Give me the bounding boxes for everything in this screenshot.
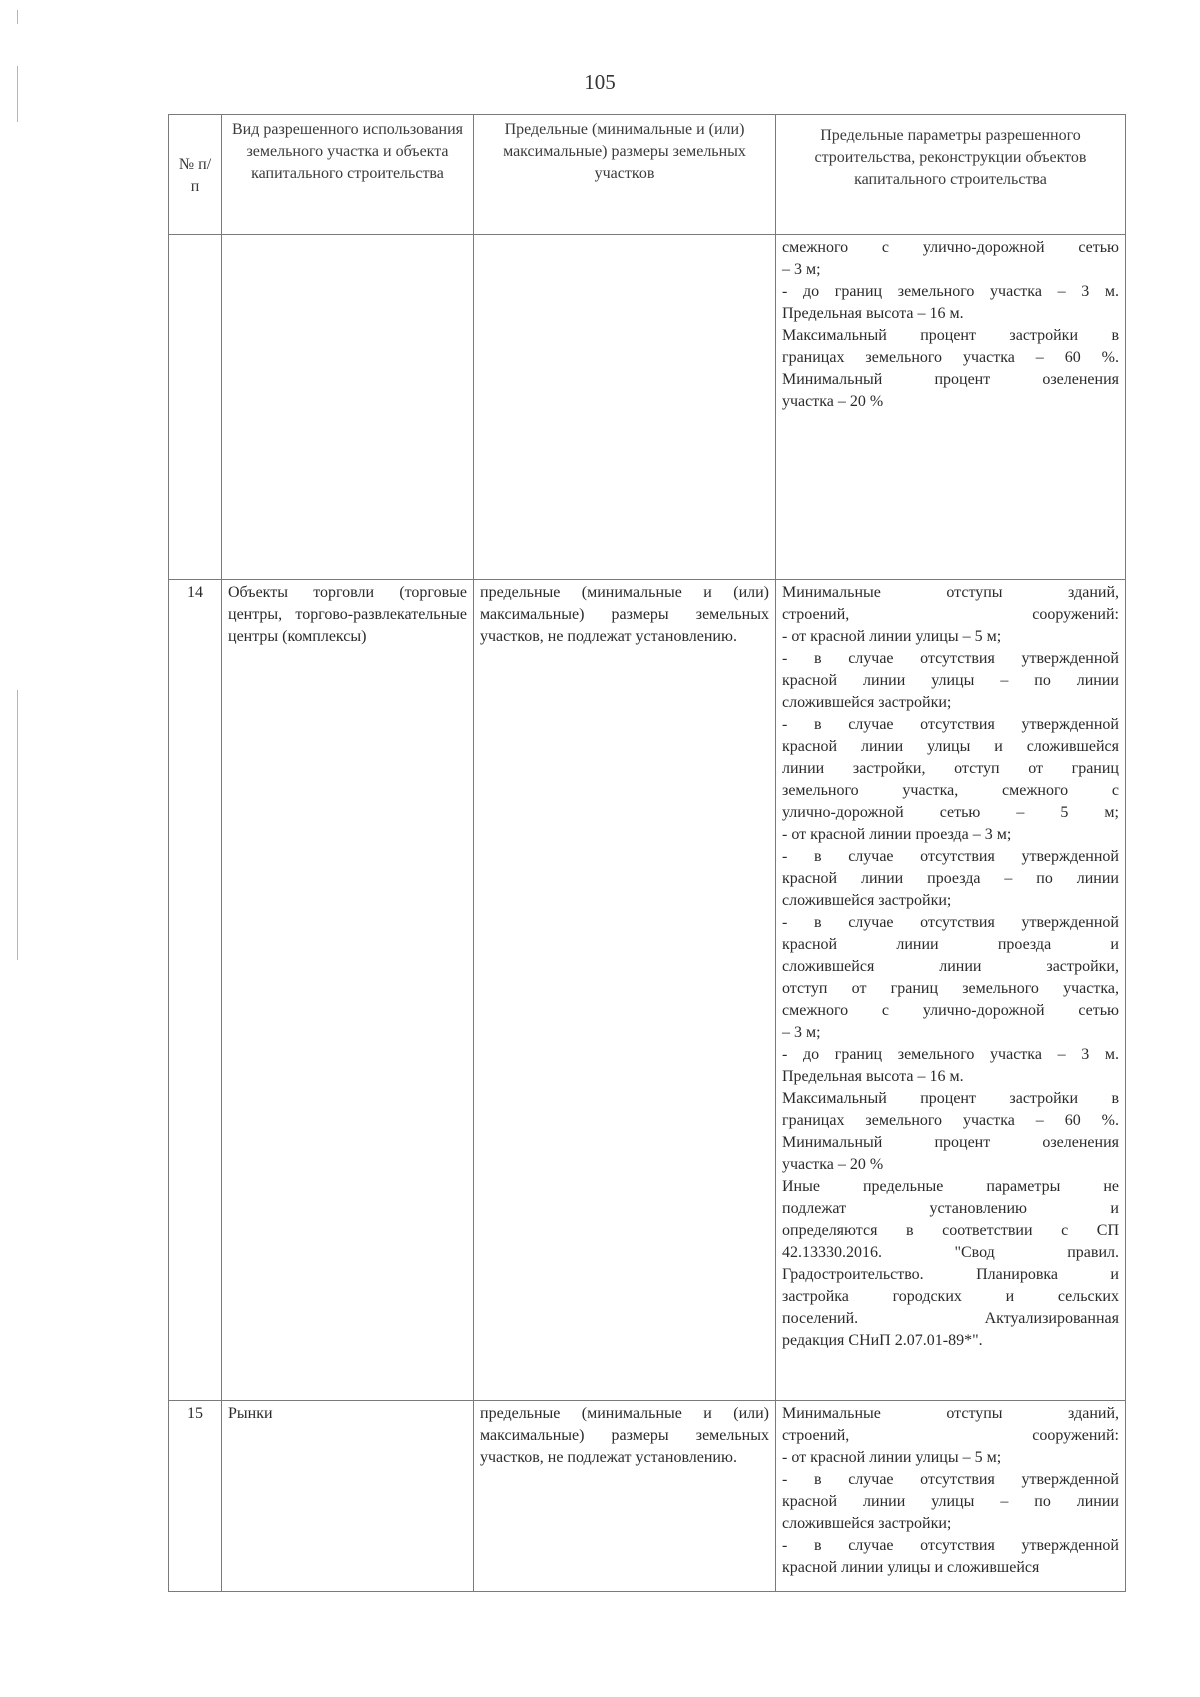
table-header-row (169, 115, 1126, 235)
text-line: - от красной линии улицы – 5 м; (782, 1449, 1002, 1466)
text-line: Максимальный процент застройки в (782, 1090, 1119, 1107)
text-line: красной линии улицы – по линии (782, 1493, 1119, 1510)
text-line: – 3 м; (782, 1024, 821, 1041)
plot-size: предельные (минимальные и (или) максимальные) размеры земельных участков, не подлежат установлению. (474, 1401, 776, 1592)
text-line: улично-дорожной сетью – 5 м; (782, 804, 1119, 821)
text-line: участка – 20 % (782, 393, 884, 410)
table-row (169, 580, 1126, 1401)
text-line: - в случае отсутствия утвержденной (782, 1537, 1119, 1554)
text-line: строений, сооружений: (782, 606, 1119, 623)
cell-permitted-use (222, 235, 474, 580)
text-line: границах земельного участка – 60 %. (782, 349, 1119, 366)
text-line: редакция СНиП 2.07.01-89*". (782, 1332, 983, 1349)
permitted-use: Объекты торговли (торговые центры, торгово-развлекательные центры (комплексы) (222, 580, 474, 1401)
text-line: - от красной линии улицы – 5 м; (782, 628, 1002, 645)
building-parameters (776, 1401, 1126, 1592)
text-line: границах земельного участка – 60 %. (782, 1112, 1119, 1129)
text-line: Предельная высота – 16 м. (782, 1068, 964, 1085)
text-line: Максимальный процент застройки в (782, 327, 1119, 344)
table-row-continuation (169, 235, 1126, 580)
building-parameters (776, 580, 1126, 1401)
text-line: - в случае отсутствия утвержденной (782, 716, 1119, 733)
scan-margin-mark (17, 10, 18, 24)
text-line: сложившейся застройки; (782, 694, 952, 711)
text-line: Минимальные отступы зданий, (782, 1405, 1119, 1422)
text-line: земельного участка, смежного с (782, 782, 1119, 799)
permitted-use: Рынки (222, 1401, 474, 1592)
table-row (169, 1401, 1126, 1592)
text-line: красной линии улицы – по линии (782, 672, 1119, 689)
text-line: красной линии улицы и сложившейся (782, 1559, 1040, 1576)
header-permitted-use: Вид разрешенного использования земельного участка и объекта капитального строительства (222, 115, 474, 235)
text-line: смежного с улично-дорожной сетью (782, 1002, 1119, 1019)
text-line: красной линии проезда – по линии (782, 870, 1119, 887)
text-line: - от красной линии проезда – 3 м; (782, 826, 1012, 843)
text-line: сложившейся линии застройки, (782, 958, 1119, 975)
scan-margin-mark (17, 690, 18, 960)
text-line: – 3 м; (782, 261, 821, 278)
text-line: линии застройки, отступ от границ (782, 760, 1119, 777)
plot-size: предельные (минимальные и (или) максимальные) размеры земельных участков, не подлежат установлению. (474, 580, 776, 1401)
text-line: отступ от границ земельного участка, (782, 980, 1119, 997)
text-line: застройка городских и сельских (782, 1288, 1119, 1305)
text-line: Иные предельные параметры не (782, 1178, 1119, 1195)
text-line: Минимальный процент озеленения (782, 1134, 1119, 1151)
row-number: 14 (169, 580, 222, 1401)
text-line: Предельная высота – 16 м. (782, 305, 964, 322)
text-line: подлежат установлению и (782, 1200, 1119, 1217)
text-line: - в случае отсутствия утвержденной (782, 914, 1119, 931)
text-line: сложившейся застройки; (782, 1515, 952, 1532)
text-line: - до границ земельного участка – 3 м. (782, 1046, 1119, 1063)
cell-number (169, 235, 222, 580)
cell-plot-size (474, 235, 776, 580)
text-line: сложившейся застройки; (782, 892, 952, 909)
text-line: - в случае отсутствия утвержденной (782, 1471, 1119, 1488)
text-line: Градостроительство. Планировка и (782, 1266, 1119, 1283)
text-line: Минимальные отступы зданий, (782, 584, 1119, 601)
row-number: 15 (169, 1401, 222, 1592)
text-line: красной линии улицы и сложившейся (782, 738, 1119, 755)
text-line: строений, сооружений: (782, 1427, 1119, 1444)
text-line: смежного с улично-дорожной сетью (782, 239, 1119, 256)
cell-building-parameters (776, 235, 1126, 580)
header-plot-size: Предельные (минимальные и (или) максимальные) размеры земельных участков (474, 115, 776, 235)
text-line: красной линии проезда и (782, 936, 1119, 953)
text-line: Минимальный процент озеленения (782, 371, 1119, 388)
text-line: поселений. Актуализированная (782, 1310, 1119, 1327)
header-number: № п/п (169, 115, 222, 235)
text-line: участка – 20 % (782, 1156, 884, 1173)
page-number: 105 (584, 70, 616, 94)
text-line: 42.13330.2016. "Свод правил. (782, 1244, 1119, 1261)
text-line: определяются в соответствии с СП (782, 1222, 1119, 1239)
regulations-table (168, 114, 1126, 1592)
text-line: - в случае отсутствия утвержденной (782, 848, 1119, 865)
text-line: - до границ земельного участка – 3 м. (782, 283, 1119, 300)
text-line: - в случае отсутствия утвержденной (782, 650, 1119, 667)
header-building-parameters: Предельные параметры разрешенного строительства, реконструкции объектов капитального строительства (776, 115, 1126, 235)
